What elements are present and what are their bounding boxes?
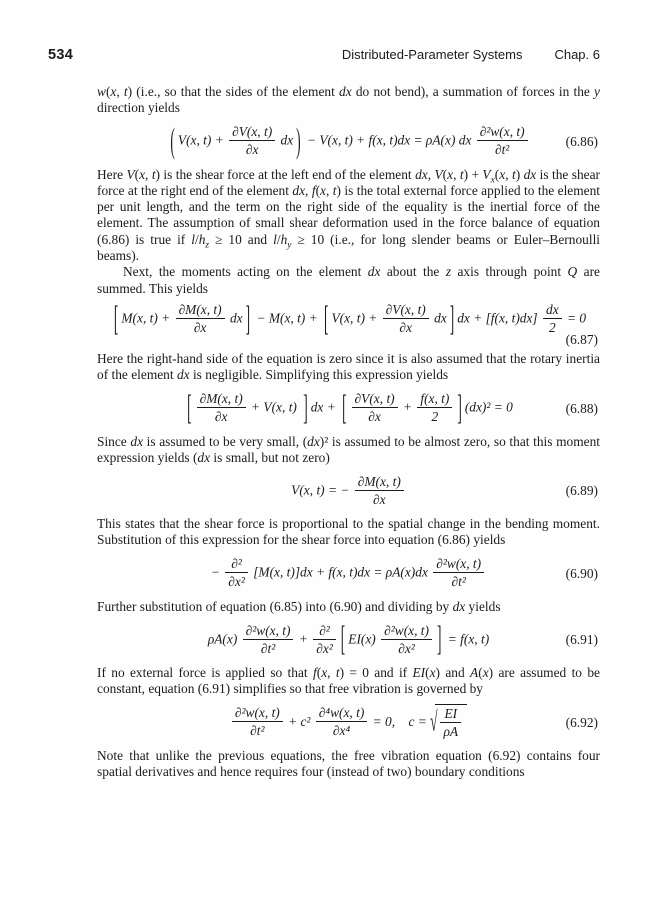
- page-number: 534: [48, 47, 74, 63]
- delimiter: ]: [245, 298, 251, 338]
- denominator: ρA: [440, 722, 461, 739]
- math-text: + c²: [284, 713, 314, 729]
- denominator: ∂x²: [225, 572, 248, 589]
- fraction: [313, 623, 336, 656]
- delimiter: [: [113, 298, 119, 338]
- formula-tokens: [291, 475, 406, 508]
- delimiter: [: [187, 387, 192, 427]
- math-text: dx: [226, 310, 243, 326]
- formula-6-91: [97, 619, 600, 661]
- denominator: ∂t²: [477, 140, 528, 157]
- formula-tokens: [184, 387, 513, 427]
- math-text: dx + [f(x, t)dx]: [457, 310, 541, 326]
- denominator: ∂x: [355, 490, 404, 507]
- denominator: ∂x⁴: [316, 721, 367, 738]
- fraction: [352, 391, 398, 424]
- paragraph-proportional: This states that the shear force is proportional to the spatial change in the bending moment. Substitution of this expression for the shear force into equation (6.86) yields: [97, 516, 600, 548]
- radical-sign-icon: √: [430, 705, 438, 737]
- equation-number-6-92: (6.92): [565, 714, 598, 730]
- formula-tokens: [211, 557, 486, 590]
- paragraph-intro: w(x, t) (i.e., so that the sides of the element dx do not bend), a summation of forces in the y direction yields: [97, 84, 600, 116]
- math-text: EI(x): [348, 631, 380, 647]
- paragraph-rotary-inertia: Here the right-hand side of the equation is zero since it is also assumed that the rotary inertia of the element dx is negligible. Simplifying this expression yields: [97, 350, 600, 383]
- denominator: ∂t²: [232, 721, 283, 738]
- math-text: V(x, t) +: [331, 310, 381, 326]
- numerator: ∂V(x, t): [232, 124, 273, 140]
- fraction: [477, 124, 528, 157]
- radical: [430, 704, 467, 740]
- equation-number-6-90: (6.90): [565, 565, 598, 581]
- math-text: = 0, c =: [369, 713, 431, 729]
- numerator: ∂M(x, t): [199, 391, 243, 407]
- equation-number-6-89: (6.89): [565, 483, 598, 499]
- fraction: [440, 706, 461, 739]
- numerator: ∂²w(x, t): [234, 705, 280, 721]
- math-text: ρA(x): [207, 631, 241, 647]
- denominator: ∂t²: [433, 572, 484, 589]
- numerator: ∂²w(x, t): [436, 556, 482, 572]
- fraction: [229, 124, 275, 157]
- formula-6-87: [97, 298, 600, 338]
- denominator: 2: [543, 318, 562, 335]
- equation-6-88: [97, 388, 600, 430]
- formula-6-92: [97, 702, 600, 744]
- page-header: [0, 0, 647, 63]
- formula-tokens: [167, 120, 529, 160]
- formula-6-86: [97, 121, 600, 163]
- fraction: [543, 302, 562, 335]
- equation-6-86: [97, 121, 600, 163]
- fraction: [243, 623, 294, 656]
- formula-6-88: [97, 388, 600, 430]
- equation-6-90: [97, 553, 600, 595]
- numerator: f(x, t): [420, 391, 450, 407]
- paragraph-note: Note that unlike the previous equations, the free vibration equation (6.92) contains four spatial derivatives and hence requires four (instead of two) boundary conditions: [97, 747, 600, 779]
- formula-tokens: [111, 298, 587, 338]
- equation-6-87: [97, 298, 600, 347]
- delimiter: [: [340, 619, 346, 659]
- delimiter: ]: [457, 387, 462, 427]
- numerator: ∂V(x, t): [354, 391, 395, 407]
- equation-6-91: [97, 619, 600, 661]
- math-text: dx: [277, 132, 294, 148]
- numerator: ∂⁴w(x, t): [318, 705, 365, 721]
- paragraph-substitution: Further substitution of equation (6.85) into (6.90) and dividing by dx yields: [97, 598, 501, 614]
- numerator: ∂²: [231, 556, 242, 572]
- fraction: [383, 302, 429, 335]
- denominator: ∂x: [352, 407, 398, 424]
- numerator: ∂M(x, t): [178, 301, 222, 317]
- equation-6-92: [97, 702, 600, 744]
- math-text: = 0: [563, 310, 587, 326]
- denominator: ∂x: [229, 140, 275, 157]
- equation-number-6-88: (6.88): [565, 400, 598, 416]
- fraction: [355, 474, 404, 507]
- math-text: − M(x, t) +: [253, 310, 321, 326]
- delimiter: (: [170, 120, 175, 160]
- numerator: ∂²w(x, t): [479, 124, 525, 140]
- delimiter: ]: [449, 298, 455, 338]
- equation-number-6-91: (6.91): [565, 631, 598, 647]
- running-head: Distributed-Parameter Systems: [341, 47, 523, 62]
- denominator: ∂t²: [243, 639, 294, 656]
- paragraph-moments: Next, the moments acting on the element dx about the z axis through point Q are summed. This yields: [97, 264, 600, 296]
- formula-6-90: [97, 553, 600, 595]
- numerator: ∂²w(x, t): [245, 622, 291, 638]
- fraction: [381, 623, 432, 656]
- delimiter: [: [342, 387, 347, 427]
- formula-tokens: [230, 705, 467, 741]
- paragraph-dx-small: Since dx is assumed to be very small, (dx)² is assumed to be almost zero, so that this moment expression yields (dx is small, but not zero): [97, 433, 600, 465]
- math-text: +: [399, 399, 416, 415]
- equation-6-89: [97, 470, 600, 512]
- math-text: = f(x, t): [444, 631, 490, 647]
- formula-tokens: [207, 619, 490, 659]
- denominator: ∂x²: [381, 639, 432, 656]
- math-text: (dx)² = 0: [464, 399, 513, 415]
- numerator: ∂²: [319, 622, 330, 638]
- fraction: [417, 391, 452, 424]
- running-head-group: [342, 47, 600, 62]
- math-text: + V(x, t): [247, 399, 301, 415]
- paragraph-shear-force: Here V(x, t) is the shear force at the left end of the element dx, V(x, $t) + V_x(x$, t) dx is the shear force at the right end of the element dx, f(x, t) is the total external force applied to the element per unit length, and the term on the right side of the equality is the inertial force of the element. The assumption of small shear deformation used in the force balance of equation (6.86) is true if $l/h_z \ge 10$ and $l/h_y \ge 10$ (i.e., for long slender beams or Euler–Bernoulli beams).: [97, 166, 601, 264]
- paragraph-free-vibration: If no external force is applied so that f(x, t) = 0 and if EI(x) and A(x) are assumed to be constant, equation (6.91) simplifies so that free vibration is governed by: [97, 665, 600, 697]
- delimiter: [: [324, 298, 329, 338]
- numerator: ∂M(x, t): [357, 473, 401, 489]
- math-text: V(x, t) +: [177, 132, 228, 148]
- delimiter: ]: [436, 619, 442, 659]
- equation-number-6-86: (6.86): [565, 133, 598, 149]
- math-text: V(x, t) = −: [291, 482, 353, 498]
- math-text: M(x, t) +: [121, 310, 174, 326]
- fraction: [433, 556, 484, 589]
- radicand: [435, 704, 467, 740]
- fraction: [176, 302, 225, 335]
- math-text: [M(x, t)]dx + f(x, t)dx = ρA(x)dx: [249, 564, 432, 580]
- delimiter: ]: [303, 387, 308, 427]
- math-text: −: [210, 564, 224, 580]
- fraction: [316, 705, 367, 738]
- numerator: dx: [546, 301, 559, 317]
- fraction: [225, 556, 248, 589]
- denominator: ∂x: [383, 318, 429, 335]
- denominator: 2: [417, 407, 452, 424]
- fraction: [232, 705, 283, 738]
- page-content: [97, 84, 600, 780]
- formula-6-89: [97, 470, 600, 512]
- fraction: [197, 391, 246, 424]
- numerator: ∂V(x, t): [385, 301, 426, 317]
- numerator: EI: [444, 705, 458, 721]
- chapter-label: Chap. 6: [554, 47, 600, 62]
- numerator: ∂²w(x, t): [384, 622, 429, 638]
- math-text: dx +: [310, 399, 340, 415]
- math-text: − V(x, t) + f(x, t)dx = ρA(x) dx: [303, 132, 475, 148]
- equation-number-6-87: (6.87): [565, 331, 598, 347]
- denominator: ∂x²: [313, 639, 336, 656]
- math-text: dx: [430, 310, 447, 326]
- delimiter: ): [296, 120, 301, 160]
- denominator: ∂x: [176, 318, 225, 335]
- denominator: ∂x: [197, 407, 246, 424]
- math-text: +: [295, 631, 312, 647]
